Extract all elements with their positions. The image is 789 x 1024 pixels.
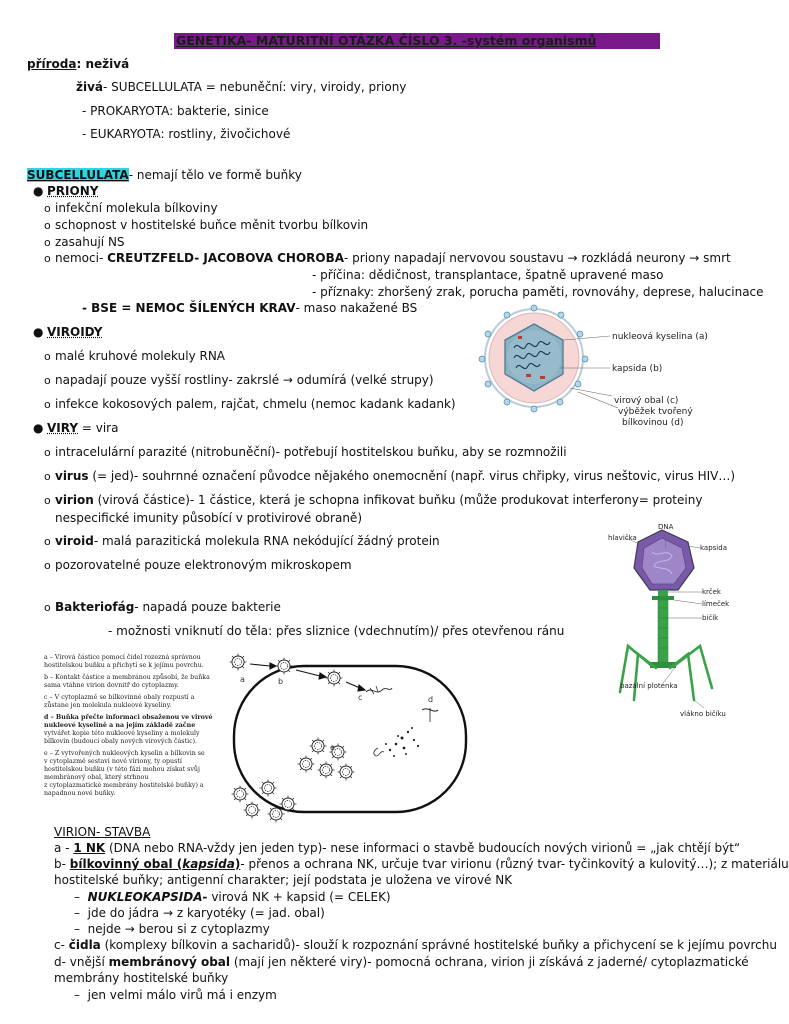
bullet-icon: ● <box>33 421 44 435</box>
circle-bullet-icon: o <box>44 470 51 483</box>
dash-icon: – <box>74 890 88 904</box>
cycle-legend-line: c – V cytoplazmě se bílkovinné obaly rozpustí a <box>44 694 195 701</box>
stavba-d-text: (mají jen některé viry)- pomocná ochrana, virion ji získává z jaderné/ cytoplazmatické <box>230 955 749 969</box>
neziva-text: : neživá <box>76 57 130 71</box>
virus-particle-icon <box>260 780 277 797</box>
phage-label: kapsida <box>700 544 727 552</box>
virus-particle-icon <box>318 762 335 779</box>
circle-bullet-icon: o <box>44 398 51 411</box>
priony-item <box>44 218 368 233</box>
cycle-legend-line: b – Kontakt částice a membránou způsobí, že buňka <box>44 674 210 681</box>
virus-text: (= jed)- souhrnné označení původce nějakého onemocnění (např. virus chřipky, virus neštovic, virus HIV…) <box>88 469 736 483</box>
cycle-step-letter: a <box>240 675 245 684</box>
subcellulata-line <box>27 168 302 183</box>
nemoci-text: - priony napadají nervovou soustavu → rozkládá neurony → smrt <box>344 251 731 265</box>
virus-particle-icon <box>232 786 249 803</box>
stavba-b-kapsida: kapsida <box>182 857 235 871</box>
phage-label: límeček <box>702 600 730 608</box>
cycle-legend-line: e – Z vytvořených nukleových kyselin a bílkovin se <box>44 750 205 757</box>
virion-label: výběžek tvořený <box>618 407 693 417</box>
viry-bakteriofag <box>44 600 281 615</box>
viroidy-item <box>44 349 225 364</box>
stavba-c-term: čidla <box>68 938 101 952</box>
bullet-icon: ● <box>33 184 44 198</box>
circle-bullet-icon: o <box>44 559 51 572</box>
viry-virion-line2: nespecifické imunity působící v protivirové obraně) <box>55 511 362 525</box>
stavba-b-term-end: ) <box>234 857 241 871</box>
cycle-step-letter: e <box>330 743 335 752</box>
virus-particle-icon <box>298 756 315 773</box>
priony-item <box>44 201 218 216</box>
viry-heading <box>33 421 118 436</box>
viry-viroid <box>44 534 440 549</box>
intro-prokaryota: - PROKARYOTA: bakterie, sinice <box>82 104 269 118</box>
intro-eukaryota: - EUKARYOTA: rostliny, živočichové <box>82 127 291 141</box>
stavba-c-prefix: c- <box>54 938 69 952</box>
infection-cycle-diagram <box>226 648 472 820</box>
dash-icon: – <box>74 906 88 920</box>
virus-particle-icon <box>338 764 355 781</box>
cycle-step-letter: c <box>358 693 363 702</box>
bullet-icon: ● <box>33 325 44 339</box>
virus-particle-icon <box>268 806 285 823</box>
stavba-b-line2: hostitelské buňky; antigenní charakter; její podstata je uložena ve virové NK <box>54 873 513 887</box>
cycle-legend-line: z cytoplazmatické membrány hostitelské buňky) a <box>44 782 204 789</box>
dash-icon: – <box>74 922 88 936</box>
phage-label: vlákno bičíku <box>680 710 726 718</box>
priony-item-text: zasahují NS <box>55 235 125 249</box>
circle-bullet-icon: o <box>44 252 51 265</box>
nemoci-label: nemoci- <box>55 251 108 265</box>
priony-pricina: - příčina: dědičnost, transplantace, špatně upravené maso <box>312 268 664 282</box>
replication-debris <box>385 727 419 757</box>
stavba-b <box>54 857 789 872</box>
priony-nemoci <box>44 251 731 266</box>
stavba-a-term: 1 NK <box>73 841 106 855</box>
ziva-text: - SUBCELLULATA = nebuněční: viry, viroidy, priony <box>103 80 407 94</box>
priony-item <box>44 235 125 250</box>
priony-heading-text: PRIONY <box>47 184 99 198</box>
stavba-nukleokapsida <box>74 890 391 905</box>
intro-priroda-line <box>27 57 129 72</box>
virion-term: virion <box>55 493 94 507</box>
virion-label: virový obal (c) <box>614 396 679 406</box>
circle-bullet-icon: o <box>44 601 51 614</box>
bakteriofag-term: Bakteriofág <box>55 600 135 614</box>
intro-ziva-line <box>76 80 406 95</box>
viry-heading-rest: = vira <box>78 421 119 435</box>
stavba-jde <box>74 906 325 921</box>
stavba-nejde <box>74 922 270 937</box>
cycle-legend-line: membránový obal, který strhnou <box>44 774 149 781</box>
circle-bullet-icon: o <box>44 494 51 507</box>
circle-bullet-icon: o <box>44 374 51 387</box>
nukleokapsida-term: NUKLEOKAPSIDA- <box>87 890 208 904</box>
circle-bullet-icon: o <box>44 219 51 232</box>
virus-particle-icon <box>280 796 297 813</box>
jen-text: jen velmi málo virů má i enzym <box>87 988 277 1002</box>
stavba-d <box>54 955 749 970</box>
viry-item <box>44 445 567 460</box>
stavba-jen <box>74 988 277 1003</box>
circle-bullet-icon: o <box>44 236 51 249</box>
virion-figure <box>470 306 708 430</box>
dash-icon: – <box>74 988 88 1002</box>
subcellulata-text: - nemají tělo ve formě buňky <box>128 168 302 182</box>
priony-bse <box>82 301 417 316</box>
phage-tail <box>658 600 668 662</box>
viroidy-item <box>44 373 434 388</box>
stavba-d-prefix: d- vnější <box>54 955 109 969</box>
cycle-legend-line: zůstane jen molekula nukleové kyseliny. <box>44 702 172 709</box>
nejde-text: nejde → berou si z cytoplazmy <box>87 922 270 936</box>
virion-label: bílkovinou (d) <box>622 418 684 428</box>
viry-heading-text: VIRY <box>47 421 79 435</box>
subcellulata-label: SUBCELLULATA <box>27 168 129 182</box>
cycle-legend-line: hostitelskou buňku a přichytí se k jejímu povrchu. <box>44 662 204 669</box>
stavba-d-term: membránový obal <box>108 955 230 969</box>
stavba-c <box>54 938 777 953</box>
virus-particle-icon <box>230 654 247 671</box>
circle-bullet-icon: o <box>44 202 51 215</box>
virus-particle-icon <box>326 670 343 687</box>
virion-text: (virová částice)- 1 částice, která je schopna infikovat buňku (může produkovat interferony= proteiny <box>93 493 703 507</box>
cycle-legend-line: napadnou nové buňky. <box>44 790 116 797</box>
viroidy-item-text: napadají pouze vyšší rostliny- zakrslé → odumírá (velké strupy) <box>55 373 434 387</box>
cycle-legend-line: bílkovin (budoucí obaly nových virových částic). <box>44 738 198 745</box>
virus-term: virus <box>55 469 89 483</box>
stavba-a <box>54 841 740 856</box>
stavba-c-text: (komplexy bílkovin a sacharidů)- slouží k rozpoznání správné hostitelské buňky a přichycení se k jejímu povrchu <box>100 938 777 952</box>
priony-item-text: schopnost v hostitelské buňce měnit tvorbu bílkovin <box>55 218 369 232</box>
phage-label: DNA <box>658 523 674 531</box>
virus-particle-icon <box>244 802 261 819</box>
priony-heading <box>33 184 98 199</box>
phage-label: hlavička <box>608 534 637 542</box>
cycle-legend-line: sama vtáhne virion dovnitř do cytoplazmy. <box>44 682 179 689</box>
viry-moznosti: - možnosti vniknutí do těla: přes sliznice (vdechnutím)/ přes otevřenou ránu <box>108 624 565 638</box>
page-title: GENETIKA- MATURITNÍ OTÁZKA ČÍSLO 3. -systém organismů <box>174 33 660 49</box>
priroda-label: příroda <box>27 57 77 71</box>
stavba-heading: VIRION- STAVBA <box>54 825 151 839</box>
stavba-a-text: (DNA nebo RNA-vždy jen jeden typ)- nese informaci o stavbě budoucích nových virionů = „jak chtějí být“ <box>105 841 741 855</box>
nukleokapsida-text: virová NK + kapsid (= CELEK) <box>207 890 391 904</box>
cycle-legend-line: nukleové kyselině a na jejím základě začne <box>44 722 196 729</box>
viroidy-item-text: malé kruhové molekuly RNA <box>55 349 226 363</box>
viroidy-heading-text: VIROIDY <box>47 325 103 339</box>
virion-label: nukleová kyselina (a) <box>612 332 708 342</box>
viry-virion <box>44 493 702 508</box>
stavba-d-line2: membrány hostitelské buňky <box>54 971 229 985</box>
cycle-legend-line: v cytoplazmě sestaví nové viriony, ty opustí <box>44 758 182 765</box>
cycle-legend-line: hostitelskou buňku (v této fázi mohou získat svůj <box>44 766 200 773</box>
viry-item-text: intracelulární parazité (nitrobuněční)- potřebují hostitelskou buňku, aby se rozmnožili <box>55 445 567 459</box>
virion-label: kapsida (b) <box>612 364 663 374</box>
cycle-legend-line: d – Buňka přečte informaci obsaženou ve virové <box>44 714 213 721</box>
pozor-text: pozorovatelné pouze elektronovým mikroskopem <box>55 558 352 572</box>
bse-label: - BSE = NEMOC ŠÍLENÝCH KRAV <box>82 301 296 315</box>
phage-label: bazální ploténka <box>620 682 678 690</box>
circle-bullet-icon: o <box>44 535 51 548</box>
phage-label: bičík <box>702 614 719 622</box>
cycle-legend-line: a – Virová částice pomocí čidel rozezná správnou <box>44 654 201 661</box>
stavba-a-prefix: a - <box>54 841 74 855</box>
circle-bullet-icon: o <box>44 350 51 363</box>
bakteriofag-text: - napadá pouze bakterie <box>134 600 281 614</box>
virus-particle-icon <box>310 738 327 755</box>
jde-text: jde do jádra → z karyotéky (= jad. obal) <box>87 906 325 920</box>
creutzfeld-disease: CREUTZFELD- JACOBOVA CHOROBA <box>107 251 345 265</box>
viroidy-heading <box>33 325 102 340</box>
viry-virus <box>44 469 735 484</box>
cycle-step-letter: d <box>428 695 434 704</box>
stavba-b-prefix: b- <box>54 857 70 871</box>
phage-figure <box>604 522 744 724</box>
phage-label: krček <box>702 588 721 596</box>
viroidy-item-text: infekce kokosových palem, rajčat, chmelu (nemoc kadank kadank) <box>55 397 456 411</box>
stavba-b-term: bílkovinný obal ( <box>69 857 183 871</box>
virus-particle-icon <box>276 658 293 675</box>
viroid-text: - malá parazitická molekula RNA nekódující žádný protein <box>93 534 440 548</box>
circle-bullet-icon: o <box>44 446 51 459</box>
stavba-b-text: - přenos a ochrana NK, určuje tvar virionu (různý tvar- tyčinkovitý a kulovitý…); z materiálu <box>240 857 789 871</box>
cycle-legend-line: vytvářet kopie této nukleové kyseliny a molekuly <box>44 730 200 737</box>
viroidy-item <box>44 397 456 412</box>
priony-item-text: infekční molekula bílkoviny <box>55 201 218 215</box>
cycle-step-letter: b <box>278 677 284 686</box>
viry-pozor <box>44 558 352 573</box>
viroid-term: viroid <box>55 534 94 548</box>
bse-text: - maso nakažené BS <box>295 301 418 315</box>
ziva-label: živá <box>76 80 104 94</box>
priony-priznaky: - příznaky: zhoršený zrak, porucha paměti, rovnováhy, deprese, halucinace <box>312 285 764 299</box>
